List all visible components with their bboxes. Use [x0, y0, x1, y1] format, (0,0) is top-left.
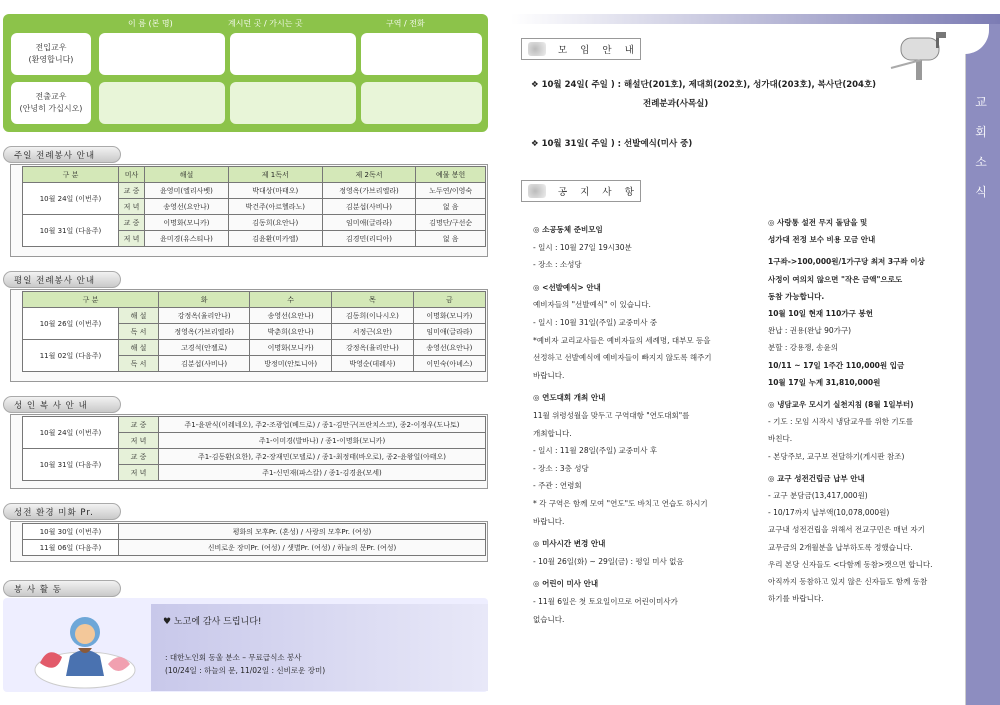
notice-line: 바랍니다. — [533, 516, 565, 526]
notice-line: 없습니다. — [533, 614, 565, 624]
cell: 임미애(글라라) — [413, 324, 485, 340]
notice-line: 11월 위령성월을 맞두고 구역대항 "연도대회"를 — [533, 411, 690, 420]
newcomer-in-label: 전입교우 (환영합니다) — [11, 33, 91, 75]
role-cell: 해 설 — [119, 308, 159, 324]
meeting-line2: ❖ 10월 31일( 주일 ) : 선발예식(미사 중) — [531, 139, 693, 149]
notice-line: 성가대 전정 보수 비용 모금 안내 — [768, 235, 876, 245]
notice-line: 1구좌->100,000원/1가구당 최저 3구좌 이상 — [768, 257, 925, 267]
cell: 이명화(모니카) — [250, 340, 332, 356]
cell: 방정미(안토니아) — [250, 356, 332, 372]
cell: 이명화(모니카) — [145, 215, 229, 231]
out-parish-field — [230, 82, 356, 124]
cell: 윤영미(엘리사벳) — [145, 183, 229, 199]
cleaning-table — [22, 523, 486, 556]
out-name-field — [99, 82, 225, 124]
header-parish: 계시던 곳 / 가시는 곳 — [228, 19, 303, 28]
side-title — [973, 87, 989, 207]
table-row — [23, 215, 486, 231]
cell: 강정옥(율리안나) — [159, 308, 250, 324]
activity-section-title: 봉 사 활 동 — [3, 580, 121, 597]
cell: 이명화(모니카) — [413, 308, 485, 324]
cell: 주1-이미경(발바나) / 종1-이명화(모니카) — [159, 433, 486, 449]
notice-title: 공 지 사 항 — [558, 187, 639, 198]
mailbox-icon — [886, 28, 958, 83]
date-cell: 11월 06일 (다음주) — [23, 540, 119, 556]
role-cell: 해 설 — [119, 340, 159, 356]
cell: 송영선(요안나) — [145, 199, 229, 215]
table-row — [23, 449, 486, 465]
notice-line: - 본당주보, 교구보 전달하기(게시판 참조) — [768, 451, 905, 461]
activity-box — [151, 604, 488, 691]
activity-line2: (10/24일 : 하늘의 문, 11/02일 : 신비로운 장미) — [165, 666, 326, 675]
cell: 주1-윤판식(이레네오), 주2-조광업(베드로) / 종1-김만구(프란치스코), 종2-이정우(도나토) — [159, 417, 486, 433]
header-zone: 구역 / 전화 — [386, 19, 425, 28]
cell: 김동희(이나시오) — [332, 308, 414, 324]
notice-line: 교구내 성전건립을 위해서 전교구민은 매년 자기 — [768, 525, 925, 535]
notice-line: ◎ <선발예식> 안내 — [533, 282, 601, 292]
col-header: 미사 — [119, 167, 145, 183]
date-cell: 10월 30일 (이번주) — [23, 524, 119, 540]
meeting-line1b: 전례분과(사목실) — [643, 99, 709, 109]
role-cell: 저 녁 — [119, 231, 145, 247]
notice-line: ◎ 냉담교우 모시기 실천지침 (8월 1일부터) — [768, 400, 914, 409]
cell: 강정옥(율리안나) — [332, 340, 414, 356]
notice-header — [521, 180, 641, 202]
side-char: 식 — [975, 185, 987, 199]
weekday-section-title: 평일 전례봉사 안내 — [3, 271, 121, 288]
col-header: 금 — [413, 292, 485, 308]
notice-line: - 11월 6일은 첫 토요일이므로 어린이미사가 — [533, 597, 678, 606]
role-cell: 저 녁 — [119, 199, 145, 215]
notice-line: ◎ 어린이 미사 안내 — [533, 579, 599, 589]
cell: 박춘희(요안나) — [250, 324, 332, 340]
notice-line: * 각 구역은 함께 모여 "연도"도 바치고 연습도 하시기 — [533, 499, 708, 508]
cell: 이민숙(아녜스) — [413, 356, 485, 372]
in-zone-field — [361, 33, 482, 75]
cell: 송영선(요안나) — [250, 308, 332, 324]
notice-line: 10월 17일 누계 31,810,000원 — [768, 377, 881, 387]
meeting-line1: ❖ 10월 24일( 주일 ) : 해설단(201호), 제대회(202호), 성가대(203호), 복사단(204호) — [531, 80, 877, 90]
cell: 정영옥(가브리엘라) — [322, 183, 416, 199]
notice-line: *예비자 교리교사들은 예비자들의 세례명, 대부모 등을 — [533, 335, 711, 345]
cell: 임미애(글라라) — [322, 215, 416, 231]
cell: 김동희(요안나) — [228, 215, 322, 231]
date-cell: 10월 24일 (이번주) — [23, 183, 119, 215]
side-char: 소 — [975, 155, 987, 169]
notice-line: - 일시 : 10월 31일(주일) 교중미사 중 — [533, 318, 658, 327]
cell: 윤미경(유스티나) — [145, 231, 229, 247]
newcomer-out-label: 전출교우 (안녕히 가십시오) — [11, 82, 91, 124]
notice-line: 우리 본당 신자들도 <다함께 동참>캣으면 합니다. — [768, 559, 933, 569]
notice-line: ◎ 미사시간 변경 안내 — [533, 539, 606, 549]
notice-line: 교무금의 2개월분을 납부하도록 정했습니다. — [768, 542, 913, 552]
header-name: 이 름 (본 명) — [128, 19, 173, 28]
col-header: 구 분 — [23, 167, 119, 183]
side-char: 교 — [975, 95, 987, 109]
notice-line: - 장소 : 3층 성당 — [533, 463, 589, 473]
notice-line: 예비자들의 "선발예식" 이 있습니다. — [533, 300, 651, 310]
weekday-table — [22, 291, 486, 372]
leaf-icon — [528, 184, 546, 198]
notice-line: - 일시 : 10월 27일 19시30분 — [533, 242, 632, 252]
newcomer-box — [3, 14, 488, 132]
cell: 김분섭(사비나) — [159, 356, 250, 372]
cell: 정영옥(가브리엘라) — [159, 324, 250, 340]
table-row — [23, 340, 486, 356]
meeting-header — [521, 38, 641, 60]
notice-line: ◎ 교구 성전건립금 납부 안내 — [768, 473, 865, 483]
role-cell: 교 중 — [119, 417, 159, 433]
notice-line: 완납 : 권용(완납 90가구) — [768, 326, 852, 336]
role-cell: 독 서 — [119, 356, 159, 372]
side-char: 회 — [975, 125, 987, 139]
cell: 고경석(안젤로) — [159, 340, 250, 356]
cell: 평화의 모후Pr. (혼성) / 사랑의 모후Pr. (여성) — [119, 524, 486, 540]
role-cell: 교 중 — [119, 449, 159, 465]
date-cell: 11월 02일 (다음주) — [23, 340, 119, 372]
notice-line: 10/11 ~ 17일 1주간 110,000원 입금 — [768, 360, 905, 370]
cleaning-section-title: 성전 환경 미화 Pr. — [3, 503, 121, 520]
cell: 박영순(데레사) — [332, 356, 414, 372]
altar-table — [22, 416, 486, 481]
cell: 주1-신민재(파스칼) / 종1-김경윤(모세) — [159, 465, 486, 481]
table-row — [23, 524, 486, 540]
cell: 김명단/구선순 — [416, 215, 486, 231]
notice-line: - 장소 : 소성당 — [533, 260, 582, 270]
date-cell: 10월 24일 (이번주) — [23, 417, 119, 449]
notice-line: - 일시 : 11월 28일(주일) 교중미사 후 — [533, 446, 658, 456]
col-header: 예물 봉헌 — [416, 167, 486, 183]
notice-line: 동참 가능합니다. — [768, 291, 825, 301]
cell: 박건주(아르헬라노) — [228, 199, 322, 215]
altar-section-title: 성 인 복 사 안 내 — [3, 396, 121, 413]
cell: 송영선(요안나) — [413, 340, 485, 356]
table-row — [23, 417, 486, 433]
sunday-table — [22, 166, 486, 247]
notice-line: 10월 10일 현재 110가구 봉헌 — [768, 309, 873, 318]
cell: 주1-김동환(요한), 주2-장재민(모델로) / 종1-최정태(바오로), 종2-윤왕일(아태오) — [159, 449, 486, 465]
cell: 없 음 — [416, 199, 486, 215]
notice-line: ◎ 사랑통 설전 무지 돌담을 및 — [768, 218, 868, 227]
table-row — [23, 183, 486, 199]
role-cell: 저 녁 — [119, 465, 159, 481]
cell: 김윤환(미카엘) — [228, 231, 322, 247]
cell: 김경민(리디아) — [322, 231, 416, 247]
notice-line: 개최합니다. — [533, 428, 572, 438]
col-header: 제 2독서 — [322, 167, 416, 183]
cell: 박대상(마태오) — [228, 183, 322, 199]
activity-line1: : 대한노인회 동울 분소 – 무료급식소 봉사 — [165, 653, 302, 662]
date-cell: 10월 31일 (다음주) — [23, 449, 119, 481]
notice-line: 사정이 여의치 않으면 "작은 금액"으로도 — [768, 274, 903, 284]
cell: 서정근(요안) — [332, 324, 414, 340]
meeting-title: 모 임 안 내 — [558, 45, 639, 56]
notice-line: 하기를 바랍니다. — [768, 594, 824, 604]
role-cell: 저 녁 — [119, 433, 159, 449]
notice-line: 바랍니다. — [533, 370, 565, 380]
cell: 김분섭(사비나) — [322, 199, 416, 215]
role-cell: 교 중 — [119, 215, 145, 231]
notice-line: ◎ 연도대회 개최 안내 — [533, 393, 606, 403]
cell: 없 음 — [416, 231, 486, 247]
notice-line: 바친다. — [768, 434, 793, 444]
right-top-bar — [511, 14, 1000, 24]
volunteer-illustration — [30, 608, 140, 690]
out-zone-field — [361, 82, 482, 124]
date-cell: 10월 31일 (다음주) — [23, 215, 119, 247]
sunday-section-title: 주일 전례봉사 안내 — [3, 146, 121, 163]
col-header: 해설 — [145, 167, 229, 183]
notice-line: 선정하고 선발예식에 예비자들이 빠지지 않도록 해주기 — [533, 353, 712, 363]
table-row — [23, 308, 486, 324]
cell: 신비로운 장미Pr. (여성) / 샛별Pr. (여성) / 하늘의 문Pr. (여성) — [119, 540, 486, 556]
col-header: 제 1독서 — [228, 167, 322, 183]
role-cell: 교 중 — [119, 183, 145, 199]
notice-line: - 기도 : 모임 시작시 냉담교우를 위한 기도를 — [768, 417, 914, 427]
col-header: 목 — [332, 292, 414, 308]
notice-line: - 주관 : 연령회 — [533, 481, 582, 491]
col-header: 화 — [159, 292, 250, 308]
date-cell: 10월 26일 (이번주) — [23, 308, 119, 340]
cell: 노두연/이영숙 — [416, 183, 486, 199]
notice-line: - 교구 분담금(13,417,000원) — [768, 491, 868, 500]
col-header: 구 분 — [23, 292, 159, 308]
in-name-field — [99, 33, 225, 75]
notice-line: - 10월 26일(화) ~ 29일(금) : 평일 미사 없음 — [533, 556, 684, 566]
thanks-text: ♥ 노고에 감사 드립니다! — [163, 617, 262, 627]
notice-line: 아직까지 동참하고 있지 않은 신자들도 함께 동참 — [768, 577, 928, 586]
col-header: 수 — [250, 292, 332, 308]
notice-line: ◎ 소공동체 준비모임 — [533, 225, 603, 234]
in-parish-field — [230, 33, 356, 75]
notice-line: 분할 : 강용쟁, 송윤의 — [768, 343, 839, 353]
notice-line: - 10/17까지 납부액(10,078,000원) — [768, 508, 890, 518]
table-row — [23, 540, 486, 556]
leaf-icon — [528, 42, 546, 56]
role-cell: 독 서 — [119, 324, 159, 340]
